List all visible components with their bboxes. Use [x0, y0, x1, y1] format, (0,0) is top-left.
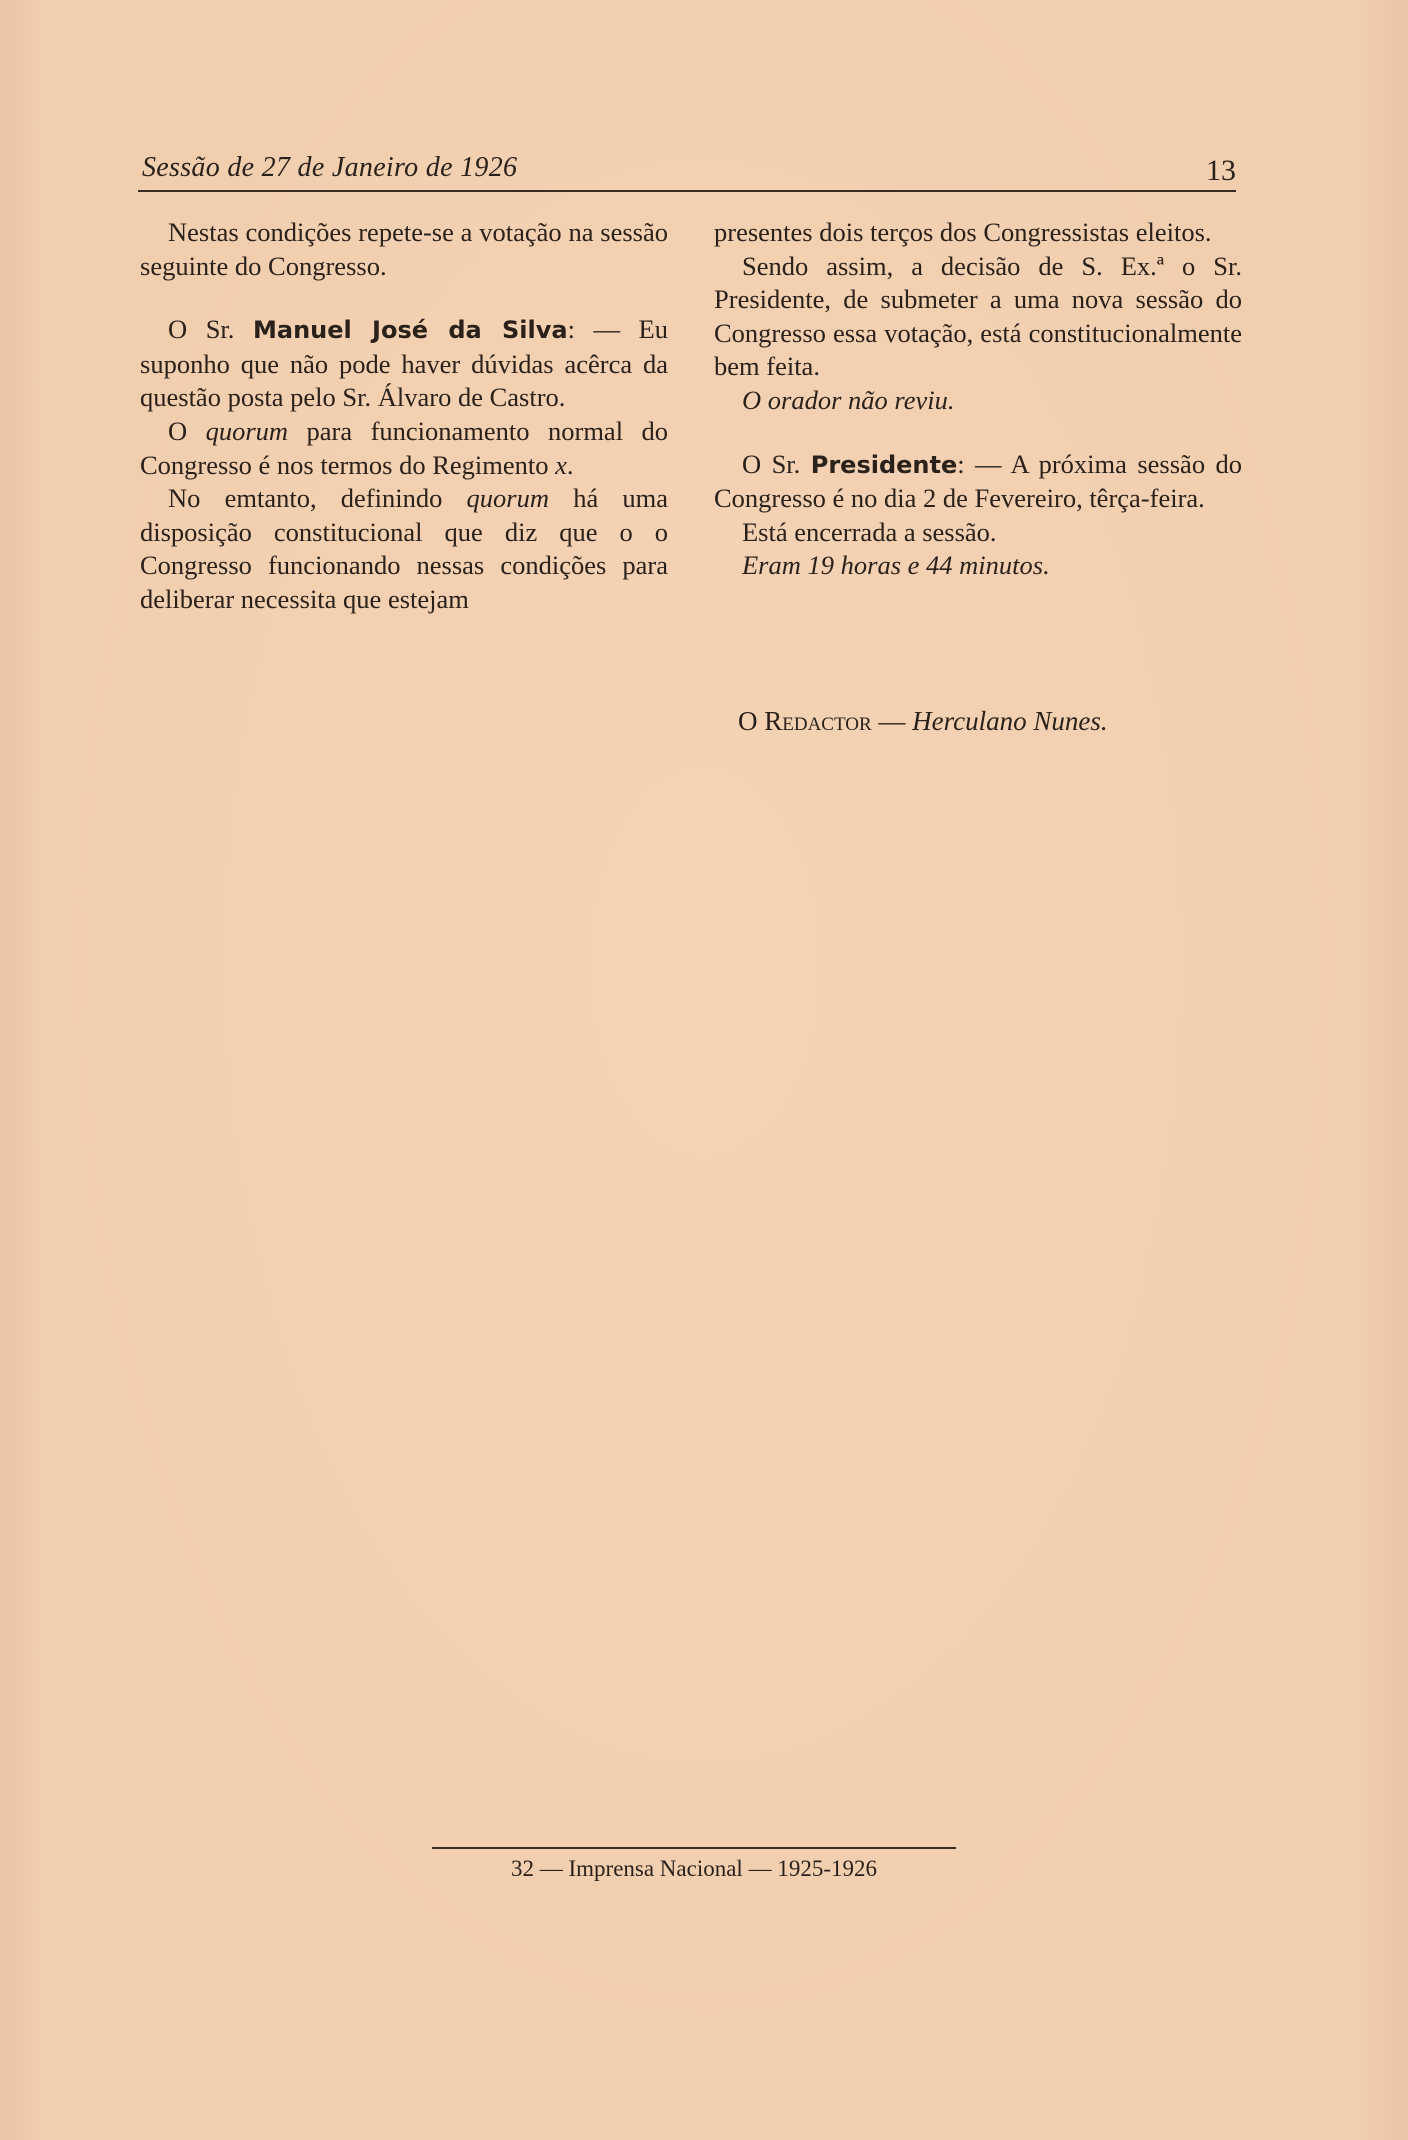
- closing-time: Eram 19 horas e 44 minutos.: [742, 550, 1050, 581]
- text-fragment: .: [566, 449, 574, 480]
- session-title: Sessão de 27 de Janeiro de 1926: [142, 152, 518, 183]
- paragraph-quorum-normal: [140, 415, 668, 482]
- paragraph-president-speech: [714, 448, 1242, 516]
- page-header: [138, 148, 1236, 192]
- signature-prefix: O: [738, 706, 758, 736]
- printer-footer: 32 — Imprensa Nacional — 1925-1926: [510, 1856, 877, 1881]
- text-fragment: há uma disposição constitucional que diz que o o Congresso funcionando nessas condições para deliberar necessita que estejam: [140, 483, 669, 614]
- orator-note: O orador não reviu.: [742, 384, 955, 415]
- paragraph-manuel-jose-speech: [140, 313, 668, 415]
- left-column: [140, 216, 668, 617]
- paragraph-decision: Sendo assim, a decisão de S. Ex.ª o Sr. Presidente, de submeter a uma nova sessão do Congresso essa votação, está constitucionalmente bem feita.: [714, 250, 1242, 382]
- session-closed: Está encerrada a sessão.: [742, 516, 997, 547]
- speaker-prefix: O Sr.: [168, 314, 235, 345]
- regimento-ref: x: [555, 449, 567, 480]
- redactor-signature: [738, 706, 1108, 737]
- speaker-name: Manuel José da Silva: [253, 316, 568, 345]
- page-number: 13: [1206, 154, 1236, 187]
- speech-text: : — A próxima sessão do Congresso é no dia 2 de Fevereiro, têrça-feira.: [714, 448, 1242, 514]
- speaker-name: Presidente: [810, 450, 958, 479]
- signature-name: Herculano Nunes.: [912, 706, 1108, 736]
- speech-text: : — Eu suponho que não pode haver dúvidas acêrca da questão posta pelo Sr. Álvaro de Castro.: [140, 314, 668, 413]
- text-fragment: O: [168, 415, 188, 446]
- speaker-prefix: O Sr.: [742, 448, 801, 479]
- quorum-term: quorum: [205, 415, 289, 446]
- footer-divider: [432, 1847, 956, 1849]
- text-fragment: para funcionamento normal do Congresso é nos termos do Regimento: [140, 415, 669, 480]
- paragraph-vote-repeat: Nestas condições repete-se a votação na sessão seguinte do Congresso.: [140, 217, 668, 281]
- text-fragment: No emtanto, definindo: [168, 483, 443, 514]
- signature-role: Redactor: [764, 706, 872, 736]
- signature-dash: —: [871, 706, 913, 736]
- quorum-term: quorum: [466, 483, 549, 514]
- paragraph-constitutional-provision: [140, 482, 668, 616]
- right-column: [714, 216, 1242, 583]
- paragraph-continuation: presentes dois terços dos Congressistas eleitos.: [714, 217, 1212, 247]
